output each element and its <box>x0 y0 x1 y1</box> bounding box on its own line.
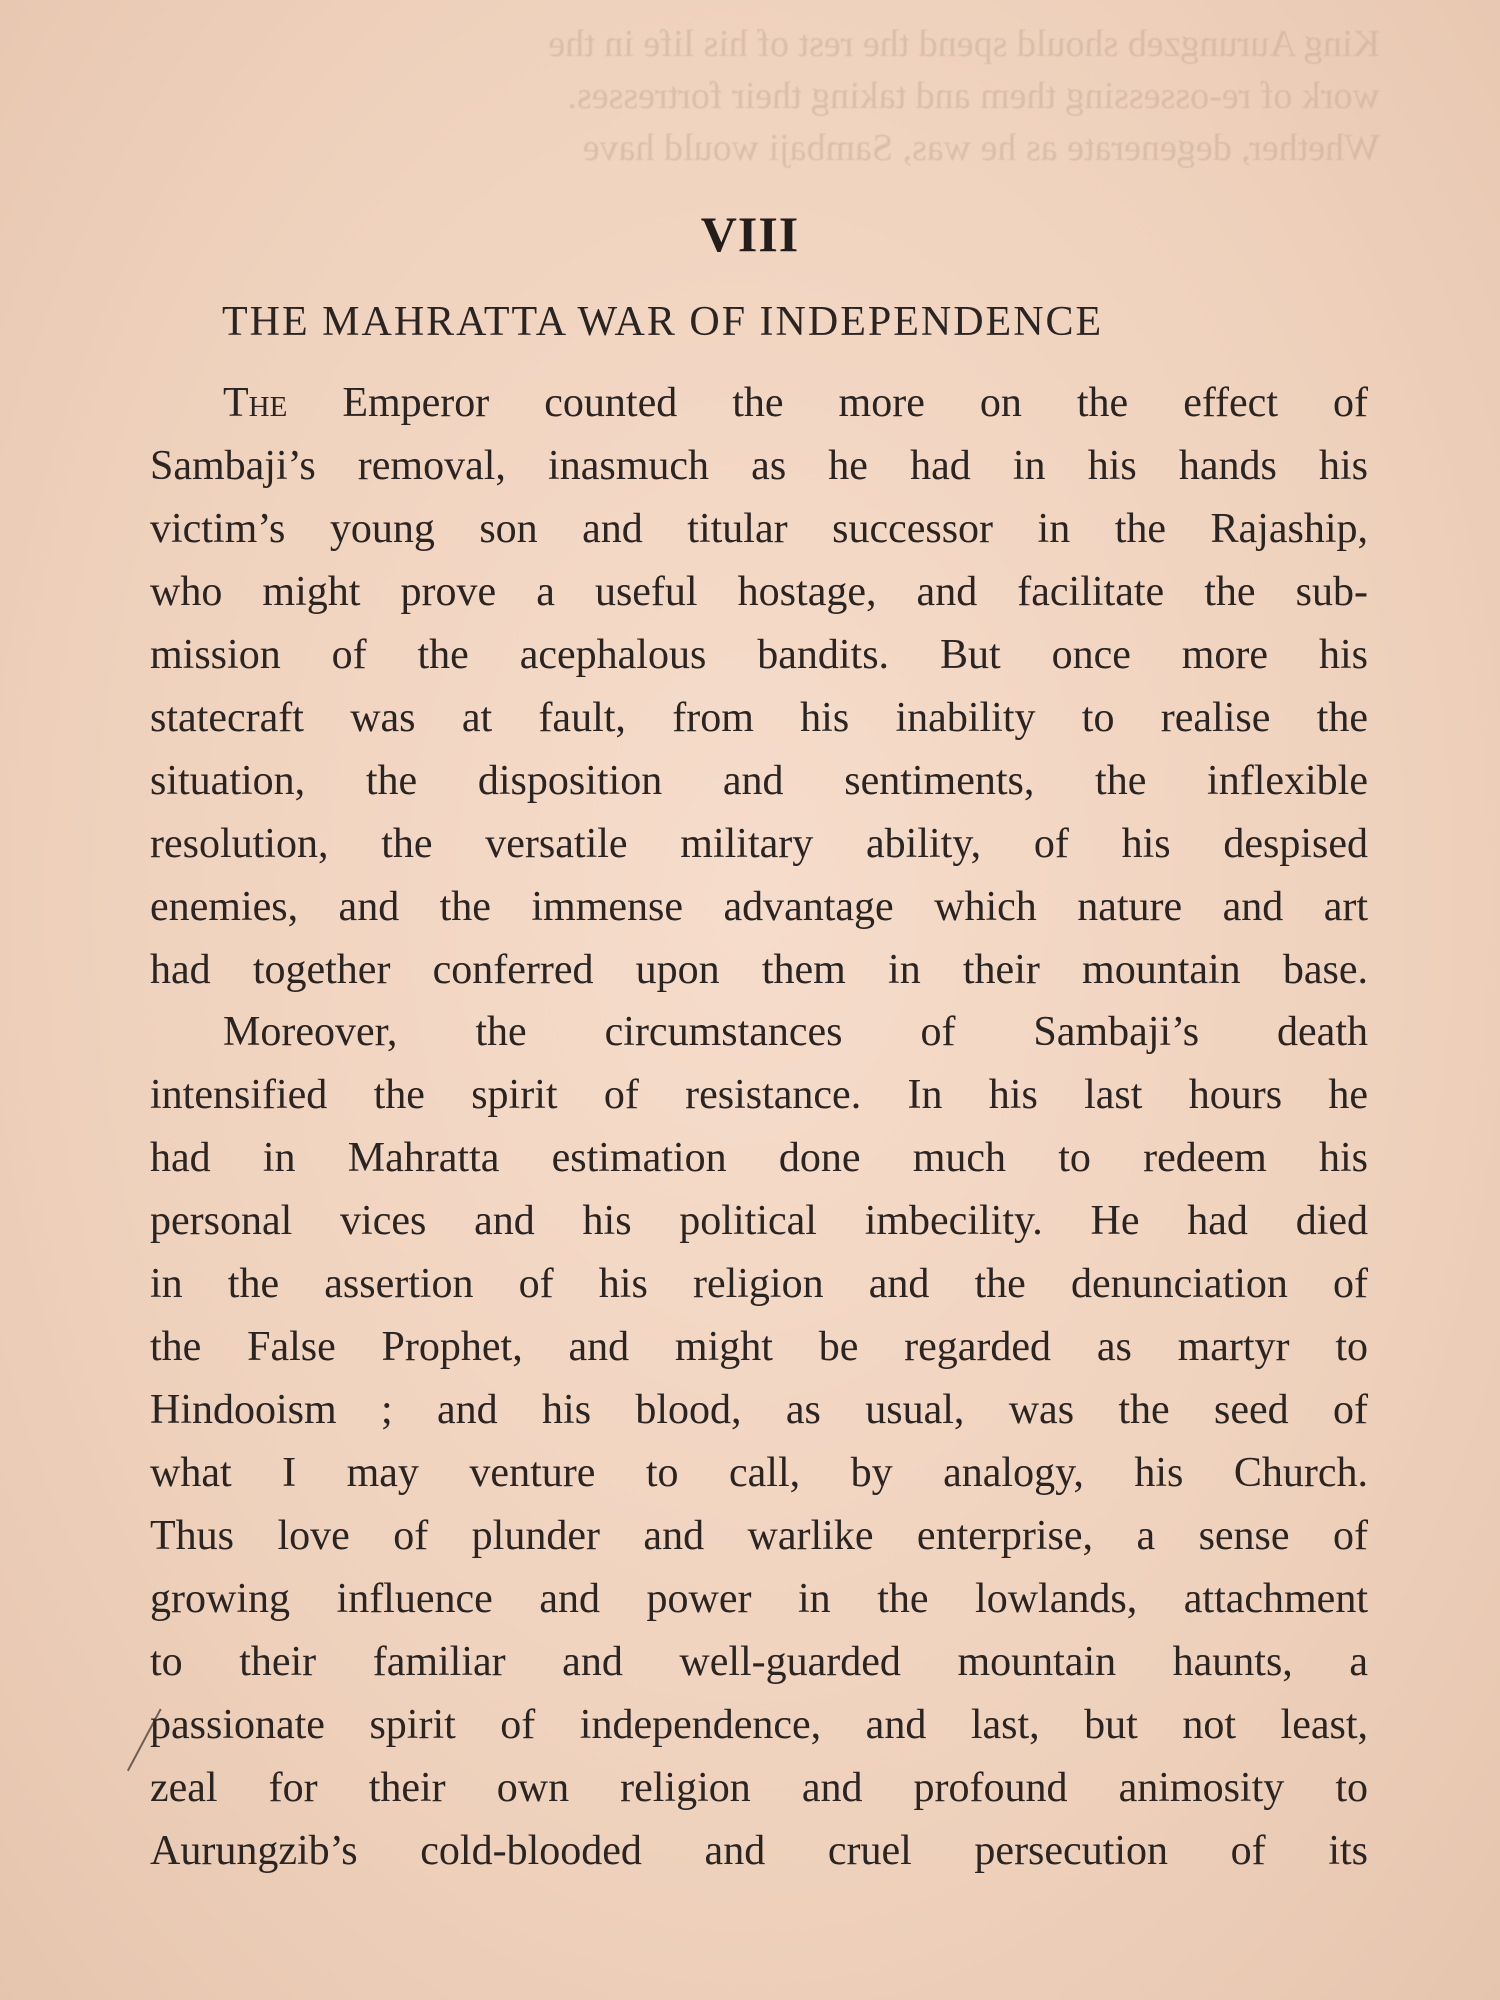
text-line: resolution, the versatile military ability, of his despised <box>150 821 1368 867</box>
text-line: Sambaji’s removal, inasmuch as he had in his hands his <box>150 443 1368 489</box>
text-line: Thus love of plunder and warlike enterprise, a sense of <box>150 1513 1368 1559</box>
bleed-line: Whether, degenerate as he was, Sambaji would have <box>582 127 1380 168</box>
text-line: had in Mahratta estimation done much to redeem his <box>150 1135 1368 1181</box>
text-line: mission of the acephalous bandits. But once more his <box>150 632 1368 678</box>
text-line: who might prove a useful hostage, and facilitate the sub- <box>150 569 1368 615</box>
text-line: what I may venture to call, by analogy, his Church. <box>150 1450 1368 1496</box>
text-line: Hindooism ; and his blood, as usual, was the seed of <box>150 1387 1368 1433</box>
text-line: statecraft was at fault, from his inability to realise the <box>150 695 1368 741</box>
bleed-through-text <box>150 18 1380 168</box>
chapter-title: THE MAHRATTA WAR OF INDEPENDENCE <box>222 299 1104 345</box>
text-line: in the assertion of his religion and the denunciation of <box>150 1261 1368 1307</box>
drop-word: The <box>223 380 288 426</box>
text-line: enemies, and the immense advantage which nature and art <box>150 884 1368 930</box>
text-line: to their familiar and well-guarded mountain haunts, a <box>150 1639 1368 1685</box>
text-line: situation, the disposition and sentiments, the inflexible <box>150 758 1368 804</box>
text-line: had together conferred upon them in their mountain base. <box>150 947 1368 993</box>
text-line: Aurungzib’s cold-blooded and cruel persecution of its <box>150 1828 1368 1874</box>
bleed-line: work of re-ossessing them and taking their fortresses. <box>567 75 1380 117</box>
text-line: zeal for their own religion and profound animosity to <box>150 1765 1368 1811</box>
text-line: intensified the spirit of resistance. In his last hours he <box>150 1072 1368 1118</box>
chapter-number: VIII <box>700 206 800 262</box>
text-line: personal vices and his political imbecility. He had died <box>150 1198 1368 1244</box>
text-line: Moreover, the circumstances of Sambaji’s death <box>223 1009 1368 1055</box>
text-line: The Emperor counted the more on the effect of <box>223 380 1368 426</box>
text-line: the False Prophet, and might be regarded as martyr to <box>150 1324 1368 1370</box>
bleed-line: King Aurungzeb should spend the rest of his life in the <box>548 23 1380 65</box>
text-line: growing influence and power in the lowlands, attachment <box>150 1576 1368 1622</box>
text-line: victim’s young son and titular successor in the Rajaship, <box>150 506 1368 552</box>
paragraph-2 <box>150 1001 1368 1883</box>
text-line: passionate spirit of independence, and last, but not least, <box>150 1702 1368 1748</box>
paragraph-1 <box>150 372 1368 1002</box>
